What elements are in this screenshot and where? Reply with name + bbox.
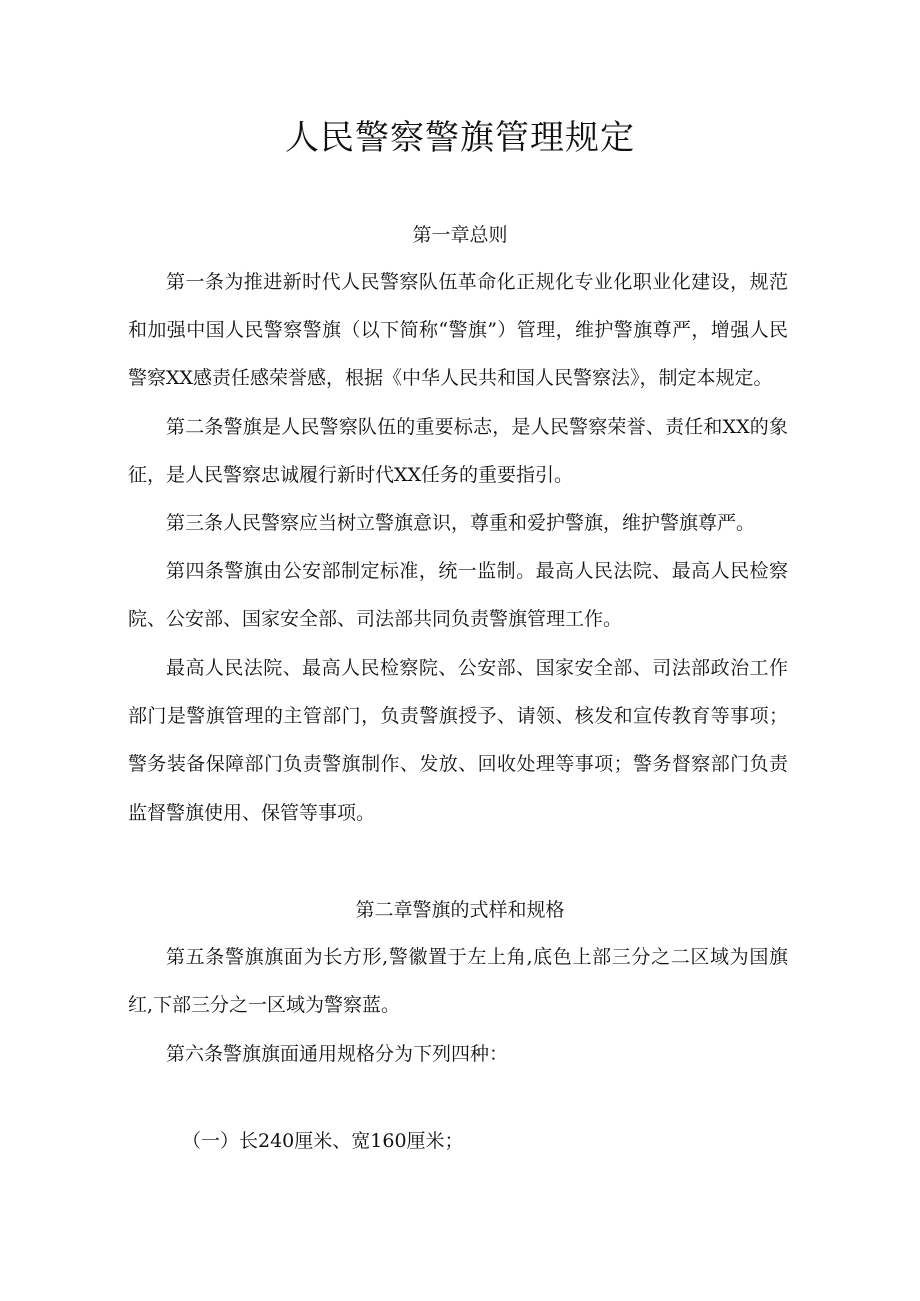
chapter-heading: 第二章警旗的式样和规格 [355,899,565,921]
article-paragraph: 第二条警旗是人民警察队伍的重要标志，是人民警察荣誉、责任和XX的象征，是人民警察忠诚履行新时代XX任务的重要指引。 [128,416,788,487]
document-title: 人民警察警旗管理规定 [285,118,635,158]
article-paragraph: 第三条人民警察应当树立警旗意识，尊重和爱护警旗，维护警旗尊严。 [166,512,756,534]
article-paragraph: 第五条警旗旗面为长方形,警徽置于左上角,底色上部三分之二区域为国旗红,下部三分之一区域为警察蓝。 [128,946,788,1017]
article-paragraph: 最高人民法院、最高人民检察院、公安部、国家安全部、司法部政治工作部门是警旗管理的主管部门，负责警旗授予、请领、核发和宣传教育等事项；警务装备保障部门负责警旗制作、发放、回收处理等事项；警务督察部门负责监督警旗使用、保管等事项。 [128,657,788,824]
chapter-heading: 第一章总则 [412,224,508,246]
list-item: （一）长240厘米、宽160厘米； [182,1130,464,1152]
article-paragraph: 第四条警旗由公安部制定标准，统一监制。最高人民法院、最高人民检察院、公安部、国家安全部、司法部共同负责警旗管理工作。 [128,560,788,631]
article-paragraph: 第一条为推进新时代人民警察队伍革命化正规化专业化职业化建设，规范和加强中国人民警察警旗（以下简称“警旗”）管理，维护警旗尊严，增强人民警察XX感责任感荣誉感，根据《中华人民共和国人民警察法》，制定本规定。 [128,271,788,390]
article-paragraph: 第六条警旗旗面通用规格分为下列四种： [166,1043,509,1065]
